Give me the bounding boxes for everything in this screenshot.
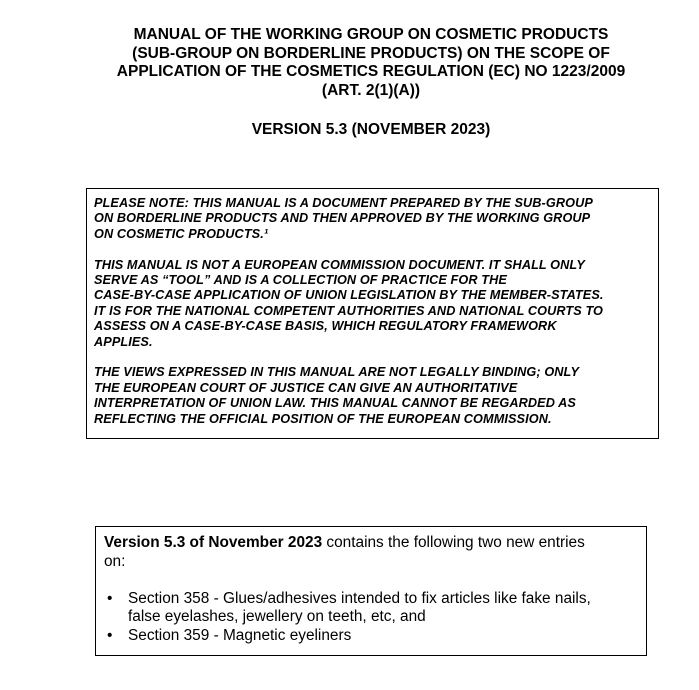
disclaimer-line: CASE-BY-CASE APPLICATION OF UNION LEGISLATION BY THE MEMBER-STATES. — [94, 288, 604, 303]
version-notes-intro-text: contains the following two new entries — [322, 534, 585, 551]
disclaimer-paragraph — [94, 365, 658, 427]
disclaimer-line: ON BORDERLINE PRODUCTS AND THEN APPROVED BY THE WORKING GROUP — [94, 211, 591, 226]
disclaimer-line: PLEASE NOTE: THIS MANUAL IS A DOCUMENT PREPARED BY THE SUB-GROUP — [94, 196, 593, 210]
version-notes-box — [95, 526, 647, 656]
disclaimer-line: REFLECTING THE OFFICIAL POSITION OF THE EUROPEAN COMMISSION. — [94, 411, 552, 426]
disclaimer-box — [86, 188, 659, 439]
version-notes-intro-bold: Version 5.3 of November 2023 — [104, 534, 323, 551]
list-item-line: Section 358 - Glues/adhesives intended to fix articles like fake nails, — [128, 589, 591, 607]
version-notes-intro — [104, 534, 646, 571]
bullet-icon: • — [107, 626, 113, 644]
disclaimer-line: ON COSMETIC PRODUCTS.¹ — [94, 226, 269, 241]
list-item — [104, 627, 646, 646]
title-line: (SUB-GROUP ON BORDERLINE PRODUCTS) ON THE SCOPE OF — [132, 44, 610, 62]
disclaimer-line: THIS MANUAL IS NOT A EUROPEAN COMMISSION DOCUMENT. IT SHALL ONLY — [94, 257, 585, 272]
bullet-icon: • — [107, 589, 113, 607]
disclaimer-line: APPLIES. — [94, 334, 153, 349]
title-line: (ART. 2(1)(A)) — [321, 81, 421, 99]
version-notes-intro-line — [104, 534, 646, 553]
version-notes-intro-line2: on: — [104, 552, 126, 570]
disclaimer-line: THE EUROPEAN COURT OF JUSTICE CAN GIVE AN AUTHORITATIVE — [94, 380, 518, 395]
new-entries-list — [104, 590, 646, 646]
title-line: MANUAL OF THE WORKING GROUP ON COSMETIC PRODUCTS — [133, 26, 609, 43]
document-title — [60, 26, 682, 100]
disclaimer-line: INTERPRETATION OF UNION LAW. THIS MANUAL CANNOT BE REGARDED AS — [94, 396, 576, 411]
title-line: APPLICATION OF THE COSMETICS REGULATION (EC) NO 1223/2009 — [116, 63, 626, 80]
disclaimer-line: THE VIEWS EXPRESSED IN THIS MANUAL ARE NOT LEGALLY BINDING; ONLY — [94, 365, 580, 380]
disclaimer-line: IT IS FOR THE NATIONAL COMPETENT AUTHORITIES AND NATIONAL COURTS TO — [94, 303, 604, 318]
disclaimer-paragraph — [94, 258, 658, 350]
disclaimer-line: ASSESS ON A CASE-BY-CASE BASIS, WHICH REGULATORY FRAMEWORK — [94, 319, 557, 334]
disclaimer-paragraph — [94, 196, 658, 242]
version-heading: VERSION 5.3 (NOVEMBER 2023) — [251, 121, 491, 138]
list-item-line: false eyelashes, jewellery on teeth, etc, and — [128, 608, 426, 625]
list-item — [104, 590, 646, 627]
list-item-line: Section 359 - Magnetic eyeliners — [128, 626, 352, 644]
disclaimer-line: SERVE AS “TOOL” AND IS A COLLECTION OF PRACTICE FOR THE — [94, 273, 507, 288]
